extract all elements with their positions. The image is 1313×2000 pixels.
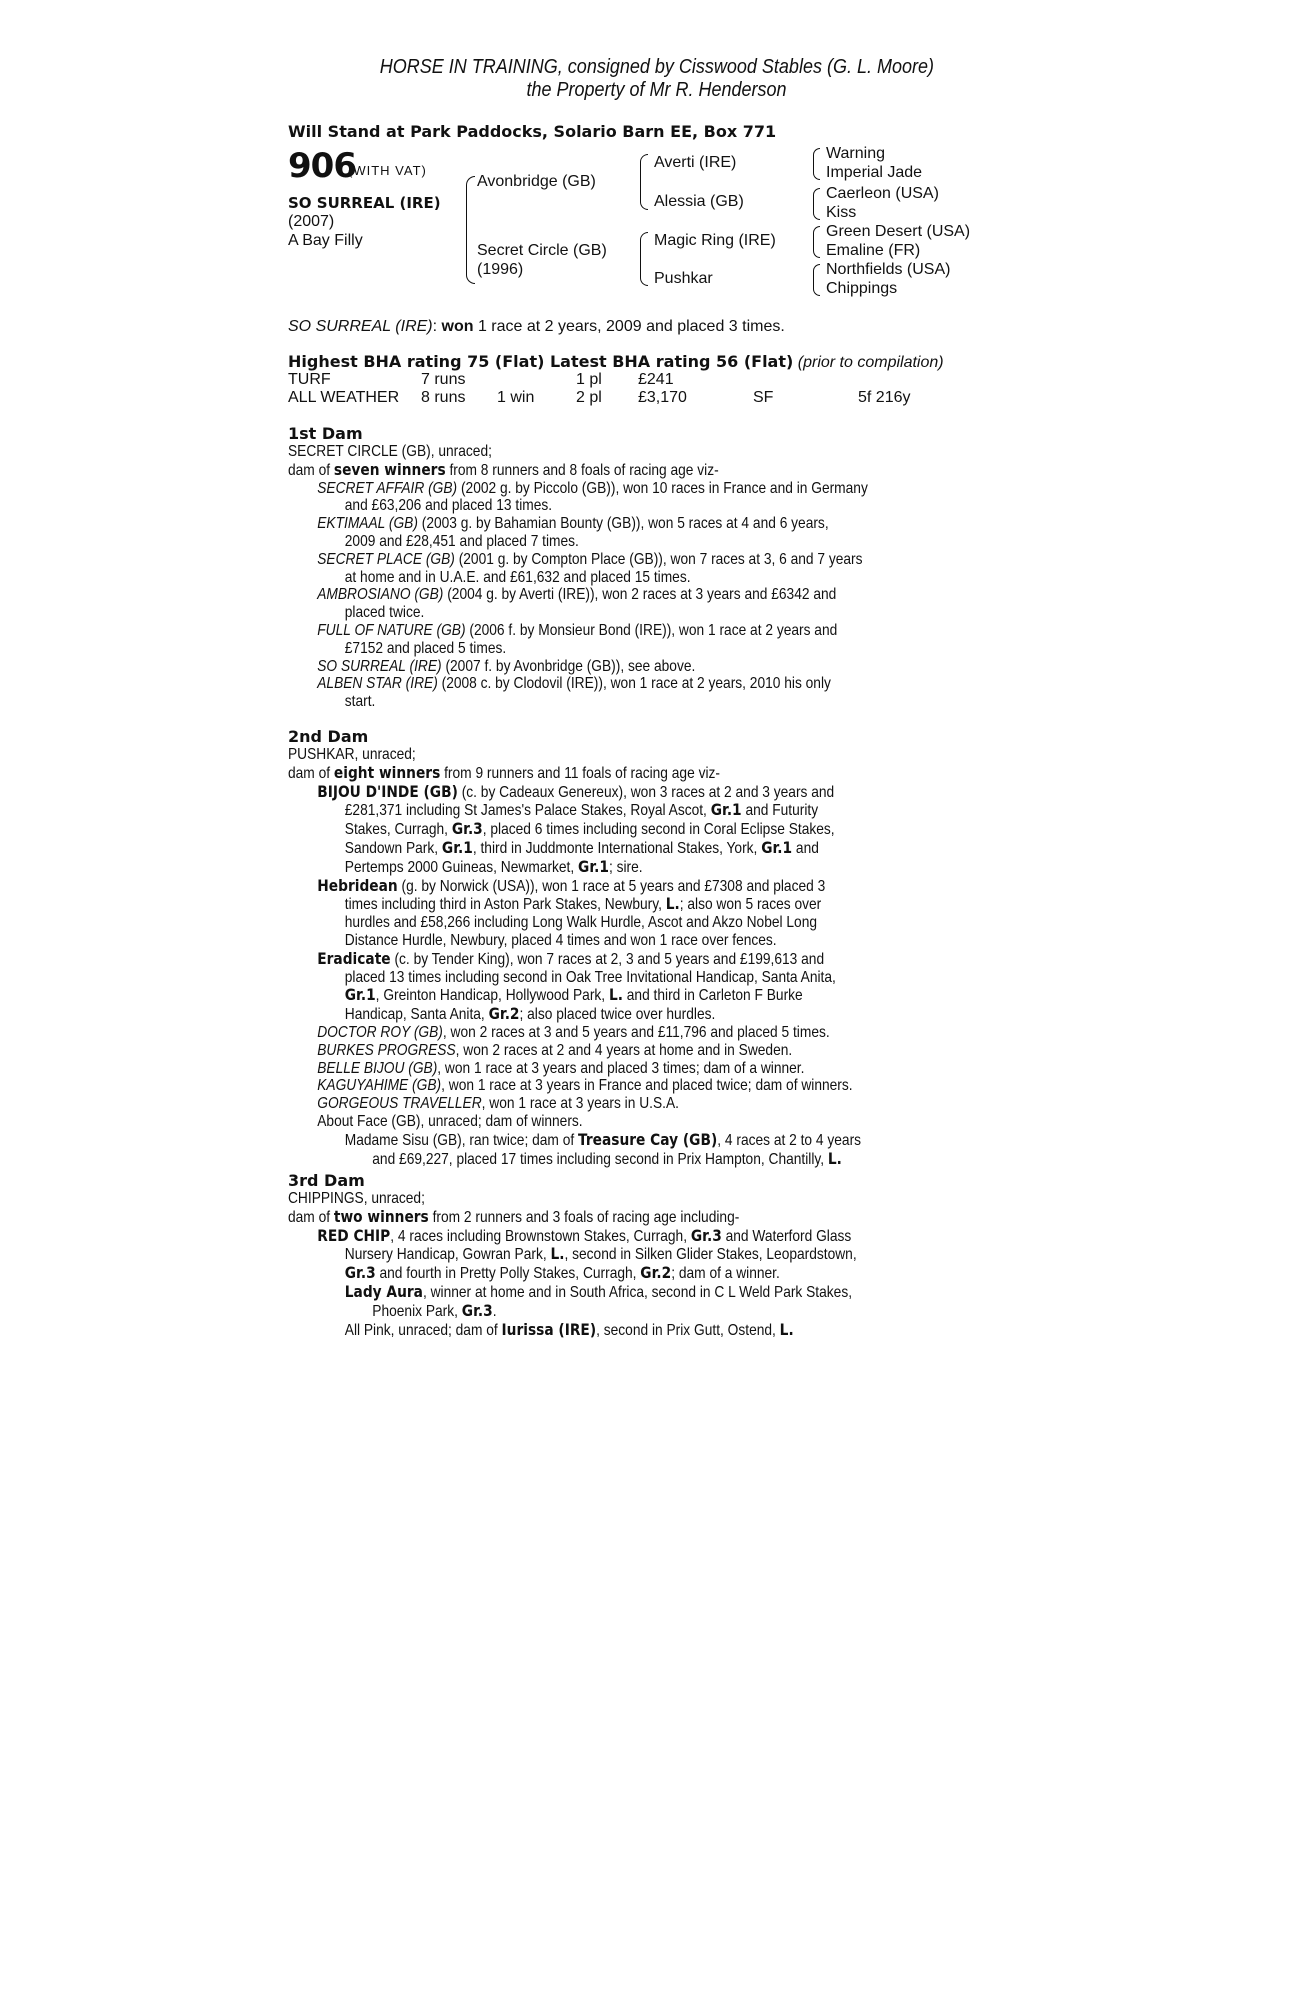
produce-entry: ALBEN STAR (IRE) (2008 c. by Clodovil (IRE)), won 1 race at 2 years, 2010 his only — [317, 675, 831, 693]
record-placed: 1 pl — [576, 371, 602, 388]
sire-sire: Averti (IRE) — [654, 154, 737, 171]
produce-entry-cont: placed twice. — [344, 604, 425, 622]
pedigree-brace — [813, 226, 820, 258]
produce-entry: GORGEOUS TRAVELLER, won 1 race at 3 years in U.S.A. — [317, 1095, 679, 1113]
produce-entry-cont: times including third in Aston Park Stakes, Newbury, L.; also won 5 races over — [344, 894, 822, 914]
dam-sire-sire: Green Desert (USA) — [826, 223, 971, 240]
dam: Secret Circle (GB) — [477, 242, 607, 259]
record-earnings: £3,170 — [638, 389, 687, 406]
section-heading: 3rd Dam — [288, 1171, 365, 1190]
produce-entry-cont: Nursery Handicap, Gowran Park, L., second in Silken Glider Stakes, Leopardstown, — [344, 1244, 857, 1264]
horse-description: A Bay Filly — [288, 232, 363, 249]
first-dam-section — [288, 425, 1008, 711]
dam-dam-sire: Northfields (USA) — [826, 261, 951, 278]
dam-produce-line: dam of two winners from 2 runners and 3 foals of racing age including- — [288, 1206, 740, 1226]
dam-produce-line: dam of seven winners from 8 runners and 8 foals of racing age viz- — [288, 459, 719, 479]
produce-entry-cont: Stakes, Curragh, Gr.3, placed 6 times including second in Coral Eclipse Stakes, — [344, 819, 835, 839]
produce-entry: BIJOU D'INDE (GB) (c. by Cadeaux Genereux), won 3 races at 2 and 3 years and — [317, 781, 835, 801]
produce-entry: EKTIMAAL (GB) (2003 g. by Bahamian Bounty (GB)), won 5 races at 4 and 6 years, — [317, 515, 829, 533]
produce-entry-cont: hurdles and £58,266 including Long Walk Hurdle, Ascot and Akzo Nobel Long — [344, 914, 817, 932]
produce-entry: FULL OF NATURE (GB) (2006 f. by Monsieur Bond (IRE)), won 1 race at 2 years and — [317, 621, 838, 639]
produce-entry: KAGUYAHIME (GB), won 1 race at 3 years in France and placed twice; dam of winners. — [317, 1077, 853, 1095]
property-line: the Property of Mr R. Henderson — [526, 79, 787, 101]
section-heading: 2nd Dam — [288, 727, 369, 746]
dam-line: CHIPPINGS, unraced; — [288, 1190, 425, 1207]
pedigree-brace — [640, 232, 648, 286]
horse-name: SO SURREAL (IRE) — [288, 194, 441, 212]
produce-entry-cont: Handicap, Santa Anita, Gr.2; also placed twice over hurdles. — [344, 1004, 716, 1024]
produce-entry: SECRET PLACE (GB) (2001 g. by Compton Place (GB)), won 7 races at 3, 6 and 7 years — [317, 550, 863, 568]
record-wins: 1 win — [497, 389, 535, 406]
record-runs: 8 runs — [421, 389, 466, 406]
produce-entry-cont: £7152 and placed 5 times. — [344, 639, 507, 657]
dam-dam-dam: Chippings — [826, 280, 898, 297]
produce-entry: AMBROSIANO (GB) (2004 g. by Averti (IRE)), won 2 races at 3 years and £6342 and — [317, 586, 837, 604]
produce-entry: RED CHIP, 4 races including Brownstown Stakes, Curragh, Gr.3 and Waterford Glass — [317, 1225, 852, 1245]
produce-entry-cont: Gr.1, Greinton Handicap, Hollywood Park, L. and third in Carleton F Burke — [344, 985, 803, 1005]
produce-entry: Madame Sisu (GB), ran twice; dam of Treasure Cay (GB), 4 races at 2 to 4 years — [344, 1129, 862, 1149]
produce-entry-cont: start. — [344, 693, 376, 711]
dam-produce-line: dam of eight winners from 9 runners and 11 foals of racing age viz- — [288, 762, 720, 782]
produce-entry: SO SURREAL (IRE) (2007 f. by Avonbridge (GB)), see above. — [317, 657, 696, 675]
record-ground: SF — [753, 389, 774, 406]
produce-entry: All Pink, unraced; dam of Iurissa (IRE), second in Prix Gutt, Ostend, L. — [344, 1319, 794, 1339]
produce-entry-cont: Phoenix Park, Gr.3. — [372, 1300, 497, 1320]
record-distance: 5f 216y — [858, 389, 911, 406]
produce-entry-cont: and £63,206 and placed 13 times. — [344, 497, 553, 515]
sire-sire-sire: Warning — [826, 145, 885, 162]
produce-entry-cont: Sandown Park, Gr.1, third in Juddmonte International Stakes, York, Gr.1 and — [344, 837, 819, 857]
record-earnings: £241 — [638, 371, 674, 388]
vat-note: (WITH VAT) — [348, 163, 427, 178]
pedigree-brace — [813, 264, 820, 296]
third-dam-section — [288, 1172, 1008, 1339]
record-placed: 2 pl — [576, 389, 602, 406]
produce-entry: Lady Aura, winner at home and in South Africa, second in C L Weld Park Stakes, — [344, 1281, 853, 1301]
lot-number: 906 — [288, 146, 356, 186]
produce-entry-cont: Gr.3 and fourth in Pretty Polly Stakes, Curragh, Gr.2; dam of a winner. — [344, 1263, 780, 1283]
produce-entry-cont: £281,371 including St James's Palace Stakes, Royal Ascot, Gr.1 and Futurity — [344, 800, 819, 820]
dam-sire: Magic Ring (IRE) — [654, 232, 776, 249]
produce-entry-cont: 2009 and £28,451 and placed 7 times. — [344, 532, 579, 550]
produce-entry: BELLE BIJOU (GB), won 1 race at 3 years and placed 3 times; dam of a winner. — [317, 1059, 805, 1077]
race-summary: SO SURREAL (IRE): won 1 race at 2 years, 2009 and placed 3 times. — [288, 318, 785, 335]
record-surface: ALL WEATHER — [288, 389, 400, 406]
pedigree-brace — [813, 148, 820, 180]
produce-entry-cont: Distance Hurdle, Newbury, placed 4 times and won 1 race over fences. — [344, 931, 777, 949]
pedigree-brace — [640, 154, 648, 210]
bha-rating: Highest BHA rating 75 (Flat) Latest BHA rating 56 (Flat) (prior to compilation) — [288, 352, 944, 371]
produce-entry: Eradicate (c. by Tender King), won 7 races at 2, 3 and 5 years and £199,613 and — [317, 948, 825, 968]
produce-entry: DOCTOR ROY (GB), won 2 races at 3 and 5 years and £11,796 and placed 5 times. — [317, 1023, 830, 1041]
dam-sire-dam: Emaline (FR) — [826, 242, 921, 259]
sire-sire-dam: Imperial Jade — [826, 164, 923, 181]
sire-dam: Alessia (GB) — [654, 193, 744, 210]
second-dam-section — [288, 728, 1008, 1168]
produce-entry-cont: at home and in U.A.E. and £61,632 and placed 15 times. — [344, 568, 691, 586]
sire: Avonbridge (GB) — [477, 173, 596, 190]
produce-entry: About Face (GB), unraced; dam of winners. — [317, 1112, 583, 1130]
produce-entry: Hebridean (g. by Norwick (USA)), won 1 race at 5 years and £7308 and placed 3 — [317, 875, 826, 895]
birth-year: (2007) — [288, 213, 335, 230]
produce-entry-cont: placed 13 times including second in Oak Tree Invitational Handicap, Santa Anita, — [344, 968, 836, 986]
dam-year: (1996) — [477, 261, 524, 278]
pedigree-brace — [466, 176, 475, 284]
stand-location: Will Stand at Park Paddocks, Solario Barn EE, Box 771 — [288, 122, 777, 141]
produce-entry: BURKES PROGRESS, won 2 races at 2 and 4 years at home and in Sweden. — [317, 1041, 793, 1059]
produce-entry-cont: and £69,227, placed 17 times including second in Prix Hampton, Chantilly, L. — [372, 1148, 842, 1168]
dam-line: SECRET CIRCLE (GB), unraced; — [288, 443, 492, 460]
record-surface: TURF — [288, 371, 331, 388]
record-runs: 7 runs — [421, 371, 466, 388]
consignor-line: HORSE IN TRAINING, consigned by Cisswood Stables (G. L. Moore) — [379, 56, 934, 78]
dam-dam: Pushkar — [654, 270, 713, 287]
produce-entry: SECRET AFFAIR (GB) (2002 g. by Piccolo (GB)), won 10 races in France and in Germany — [317, 479, 868, 497]
produce-entry-cont: Pertemps 2000 Guineas, Newmarket, Gr.1; sire. — [344, 856, 643, 876]
sire-dam-sire: Caerleon (USA) — [826, 185, 939, 202]
section-heading: 1st Dam — [288, 424, 363, 443]
sire-dam-dam: Kiss — [826, 204, 857, 221]
pedigree-brace — [813, 188, 820, 220]
dam-line: PUSHKAR, unraced; — [288, 746, 416, 763]
